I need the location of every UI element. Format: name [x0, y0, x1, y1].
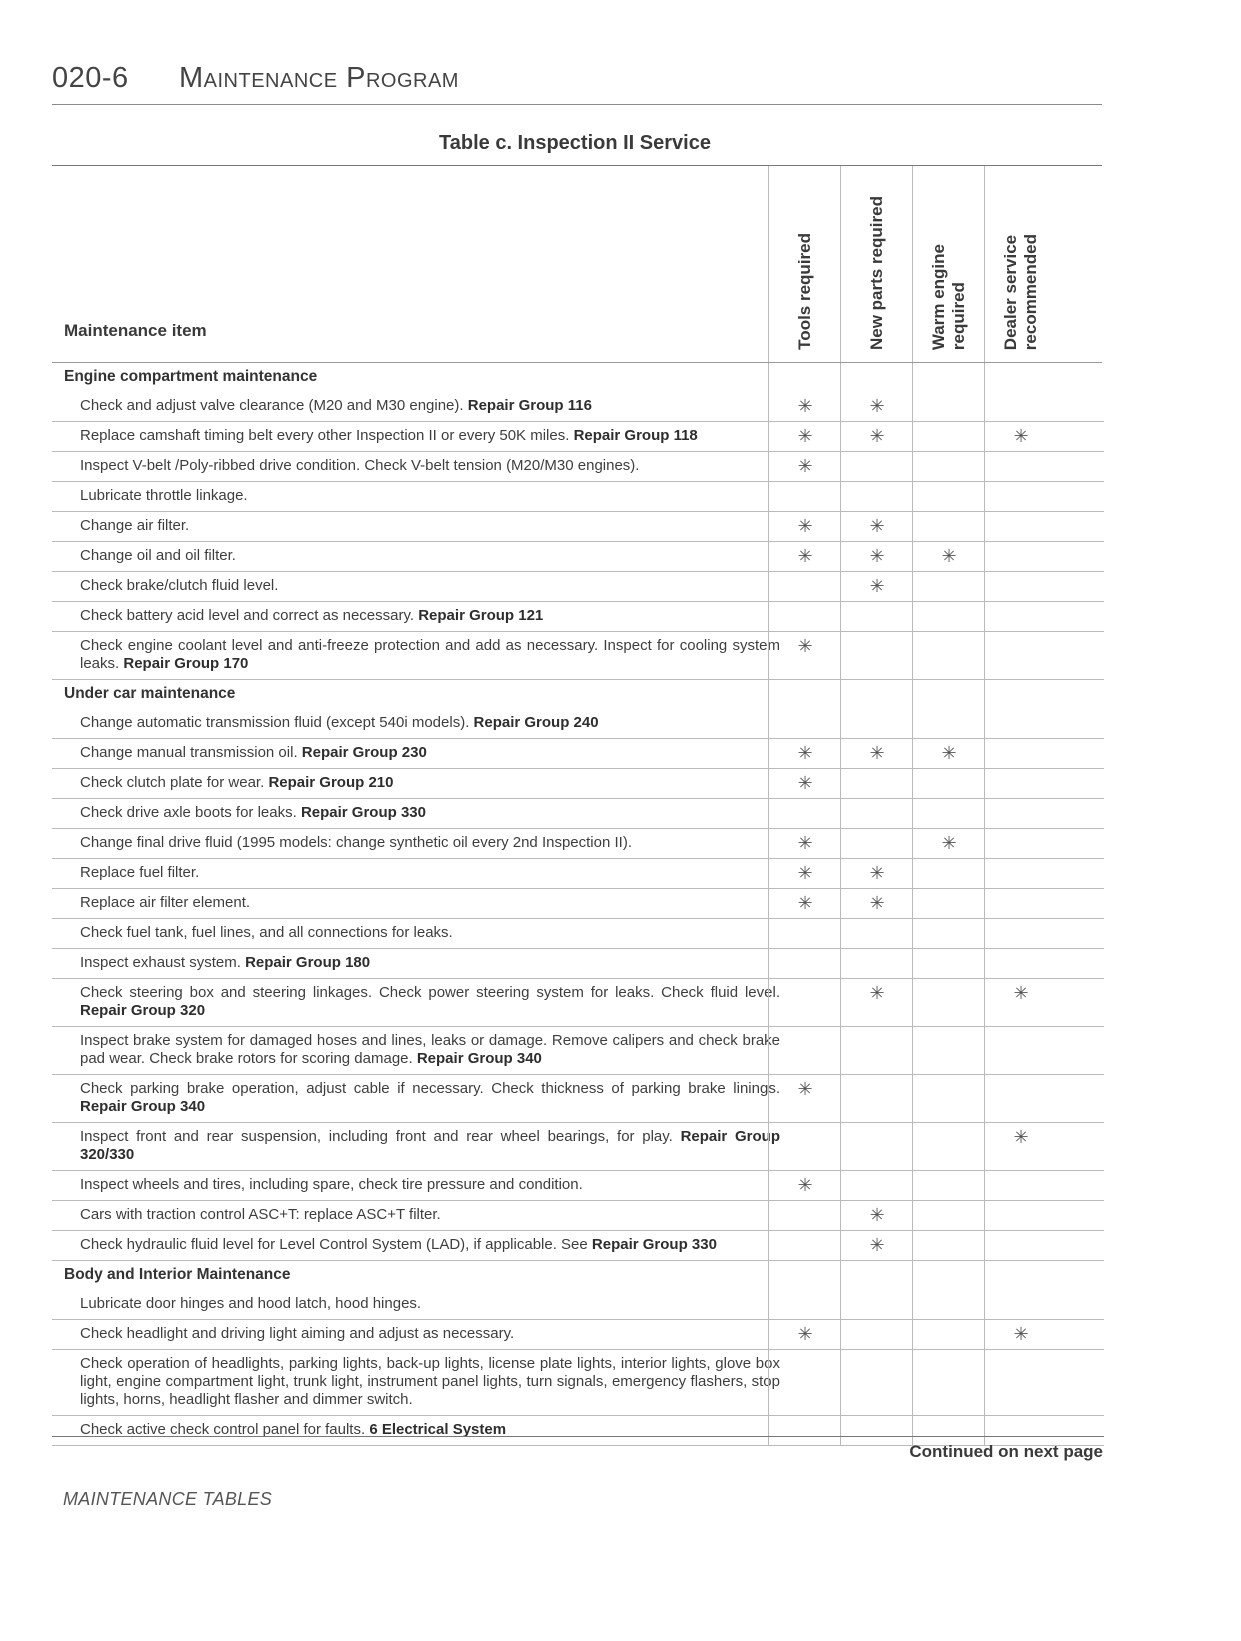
- cell-parts: [840, 1027, 913, 1074]
- cell-warm: [912, 889, 985, 918]
- cell-dealer: [984, 363, 1057, 392]
- continued-note: Continued on next page: [909, 1442, 1103, 1461]
- maintenance-item: [52, 1320, 780, 1349]
- item-text: Body and Interior Maintenance: [64, 1266, 291, 1283]
- item-text: Lubricate throttle linkage.: [80, 487, 248, 504]
- asterisk-mark-icon: ✳: [1013, 426, 1029, 446]
- maintenance-item: [52, 632, 780, 679]
- cell-parts: [840, 452, 913, 481]
- asterisk-mark-icon: ✳: [797, 456, 813, 476]
- cell-dealer: [984, 709, 1057, 738]
- asterisk-mark-icon: ✳: [869, 516, 885, 536]
- cell-dealer: [984, 602, 1057, 631]
- cell-warm: [912, 829, 985, 858]
- maintenance-table: [52, 363, 1104, 1446]
- table-row: [52, 632, 1104, 680]
- table-row: [52, 1075, 1104, 1123]
- maintenance-item: [52, 512, 780, 541]
- cell-tools: [768, 572, 841, 601]
- repair-group-ref: Repair Group 240: [473, 714, 599, 731]
- cell-warm: [912, 572, 985, 601]
- cell-tools: [768, 1290, 841, 1319]
- asterisk-mark-icon: ✳: [1013, 983, 1029, 1003]
- cell-parts: [840, 482, 913, 511]
- cell-warm: [912, 1320, 985, 1349]
- item-text: Check hydraulic fluid level for Level Control System (LAD), if applicable. See: [80, 1236, 592, 1253]
- asterisk-mark-icon: ✳: [797, 1324, 813, 1344]
- maintenance-item: [52, 829, 780, 858]
- cell-dealer: [984, 829, 1057, 858]
- asterisk-mark-icon: ✳: [869, 1205, 885, 1225]
- cell-warm: [912, 1027, 985, 1074]
- cell-dealer: [984, 542, 1057, 571]
- cell-warm: [912, 1290, 985, 1319]
- section-heading: [52, 680, 764, 709]
- column-header-dealer-label: Dealer service recommended: [1001, 233, 1040, 350]
- cell-dealer: [984, 1075, 1057, 1122]
- cell-parts: [840, 422, 913, 451]
- cell-parts: [840, 889, 913, 918]
- cell-parts: [840, 979, 913, 1026]
- table-title: Table c. Inspection II Service: [439, 132, 711, 154]
- item-text: Check steering box and steering linkages. Check power steering system for leaks. Check fluid level.: [80, 984, 780, 1001]
- maintenance-item: [52, 392, 780, 421]
- cell-parts: [840, 1350, 913, 1415]
- cell-warm: [912, 1350, 985, 1415]
- maintenance-item: [52, 1201, 780, 1230]
- cell-dealer: [984, 482, 1057, 511]
- cell-warm: [912, 739, 985, 768]
- maintenance-item: [52, 1350, 780, 1415]
- cell-tools: [768, 979, 841, 1026]
- item-text: Lubricate door hinges and hood latch, hood hinges.: [80, 1295, 422, 1312]
- asterisk-mark-icon: ✳: [869, 863, 885, 883]
- page-header: [52, 60, 1102, 105]
- asterisk-mark-icon: ✳: [869, 1235, 885, 1255]
- cell-tools: [768, 1075, 841, 1122]
- item-text: Check engine coolant level and anti-freeze protection and add as necessary. Inspect for cooling system leaks.: [80, 637, 780, 672]
- cell-warm: [912, 1075, 985, 1122]
- cell-parts: [840, 949, 913, 978]
- table-row: [52, 1027, 1104, 1075]
- asterisk-mark-icon: ✳: [869, 576, 885, 596]
- table-row: [52, 889, 1104, 919]
- item-text: Check drive axle boots for leaks.: [80, 804, 301, 821]
- table-row: [52, 949, 1104, 979]
- cell-warm: [912, 979, 985, 1026]
- item-text: Change oil and oil filter.: [80, 547, 236, 564]
- asterisk-mark-icon: ✳: [1013, 1324, 1029, 1344]
- item-text: Change automatic transmission fluid (except 540i models).: [80, 714, 474, 731]
- cell-parts: [840, 1290, 913, 1319]
- maintenance-item: [52, 452, 780, 481]
- cell-warm: [912, 859, 985, 888]
- item-text: Under car maintenance: [64, 685, 236, 702]
- cell-warm: [912, 542, 985, 571]
- table-row: [52, 482, 1104, 512]
- cell-tools: [768, 452, 841, 481]
- section-heading: [52, 363, 764, 392]
- table-row: [52, 1231, 1104, 1261]
- repair-group-ref: Repair Group 320/330: [80, 1128, 780, 1163]
- cell-parts: [840, 1075, 913, 1122]
- item-text: Check clutch plate for wear.: [80, 774, 269, 791]
- cell-parts: [840, 829, 913, 858]
- cell-dealer: [984, 769, 1057, 798]
- cell-parts: [840, 859, 913, 888]
- item-text: Change manual transmission oil.: [80, 744, 302, 761]
- repair-group-ref: Repair Group 320: [80, 1002, 206, 1019]
- cell-dealer: [984, 452, 1057, 481]
- cell-tools: [768, 769, 841, 798]
- table-row: [52, 392, 1104, 422]
- cell-dealer: [984, 799, 1057, 828]
- asterisk-mark-icon: ✳: [797, 546, 813, 566]
- item-text: Inspect V-belt /Poly-ribbed drive condition. Check V-belt tension (M20/M30 engines).: [80, 457, 640, 474]
- cell-tools: [768, 949, 841, 978]
- item-text: Check headlight and driving light aiming and adjust as necessary.: [80, 1325, 515, 1342]
- cell-tools: [768, 632, 841, 679]
- cell-dealer: [984, 1290, 1057, 1319]
- table-bottom-rule: [52, 1436, 1104, 1437]
- asterisk-mark-icon: ✳: [797, 516, 813, 536]
- item-text: Replace fuel filter.: [80, 864, 200, 881]
- repair-group-ref: Repair Group 340: [80, 1098, 206, 1115]
- cell-tools: [768, 1027, 841, 1074]
- maintenance-item: [52, 1290, 780, 1319]
- maintenance-item: [52, 979, 780, 1026]
- cell-tools: [768, 1416, 841, 1445]
- item-text: Check parking brake operation, adjust cable if necessary. Check thickness of parking brake linings.: [80, 1080, 780, 1097]
- table-row: [52, 1350, 1104, 1416]
- repair-group-ref: Repair Group 230: [301, 744, 427, 761]
- cell-parts: [840, 919, 913, 948]
- cell-tools: [768, 859, 841, 888]
- cell-parts: [840, 709, 913, 738]
- repair-group-ref: Repair Group 170: [123, 655, 249, 672]
- cell-tools: [768, 829, 841, 858]
- maintenance-item: [52, 602, 780, 631]
- maintenance-item: [52, 1027, 780, 1074]
- asterisk-mark-icon: ✳: [1013, 1127, 1029, 1147]
- cell-tools: [768, 1320, 841, 1349]
- cell-dealer: [984, 1261, 1057, 1290]
- cell-dealer: [984, 1416, 1057, 1445]
- cell-parts: [840, 680, 913, 709]
- cell-dealer: [984, 680, 1057, 709]
- cell-warm: [912, 1123, 985, 1170]
- cell-tools: [768, 542, 841, 571]
- cell-warm: [912, 1231, 985, 1260]
- cell-tools: [768, 889, 841, 918]
- cell-parts: [840, 392, 913, 421]
- item-text: Check fuel tank, fuel lines, and all connections for leaks.: [80, 924, 453, 941]
- cell-parts: [840, 542, 913, 571]
- table-row: [52, 1201, 1104, 1231]
- cell-parts: [840, 1261, 913, 1290]
- column-header-dealer: [984, 166, 1057, 362]
- cell-warm: [912, 919, 985, 948]
- item-text: Change air filter.: [80, 517, 190, 534]
- cell-dealer: [984, 1350, 1057, 1415]
- maintenance-item: [52, 769, 780, 798]
- cell-dealer: [984, 949, 1057, 978]
- table-row: [52, 452, 1104, 482]
- table-row: [52, 739, 1104, 769]
- cell-tools: [768, 1261, 841, 1290]
- cell-parts: [840, 1320, 913, 1349]
- repair-group-ref: Repair Group 118: [573, 427, 698, 444]
- column-header-tools: [768, 166, 841, 362]
- asterisk-mark-icon: ✳: [869, 426, 885, 446]
- maintenance-item: [52, 739, 780, 768]
- table-section-row: [52, 1261, 1104, 1290]
- item-text: Inspect wheels and tires, including spare, check tire pressure and condition.: [80, 1176, 583, 1193]
- maintenance-item: [52, 799, 780, 828]
- cell-warm: [912, 769, 985, 798]
- column-header-tools-label: Tools required: [795, 233, 814, 350]
- item-text: Inspect brake system for damaged hoses and lines, leaks or damage. Remove calipers and check brake pad wear. Check brake rotors for scoring damage.: [80, 1032, 780, 1067]
- cell-tools: [768, 512, 841, 541]
- cell-tools: [768, 709, 841, 738]
- cell-warm: [912, 602, 985, 631]
- table-row: [52, 422, 1104, 452]
- asterisk-mark-icon: ✳: [941, 743, 957, 763]
- cell-warm: [912, 1201, 985, 1230]
- footer-section-title: MAINTENANCE TABLES: [63, 1489, 273, 1509]
- cell-parts: [840, 1201, 913, 1230]
- asterisk-mark-icon: ✳: [941, 833, 957, 853]
- maintenance-item: [52, 482, 780, 511]
- repair-group-ref: Repair Group 121: [418, 607, 544, 624]
- asterisk-mark-icon: ✳: [869, 983, 885, 1003]
- cell-warm: [912, 632, 985, 679]
- table-row: [52, 1123, 1104, 1171]
- cell-dealer: [984, 572, 1057, 601]
- asterisk-mark-icon: ✳: [797, 396, 813, 416]
- asterisk-mark-icon: ✳: [797, 1175, 813, 1195]
- maintenance-item: [52, 889, 780, 918]
- table-row: [52, 572, 1104, 602]
- maintenance-item: [52, 1123, 780, 1170]
- maintenance-item: [52, 1416, 780, 1445]
- item-text: Check battery acid level and correct as necessary.: [80, 607, 419, 624]
- table-row: [52, 919, 1104, 949]
- cell-warm: [912, 1171, 985, 1200]
- table-row: [52, 799, 1104, 829]
- item-text: Replace air filter element.: [80, 894, 251, 911]
- cell-warm: [912, 363, 985, 392]
- cell-dealer: [984, 1231, 1057, 1260]
- repair-group-ref: 6 Electrical System: [369, 1421, 507, 1438]
- cell-tools: [768, 1123, 841, 1170]
- asterisk-mark-icon: ✳: [797, 636, 813, 656]
- maintenance-item: [52, 1075, 780, 1122]
- cell-warm: [912, 799, 985, 828]
- cell-dealer: [984, 739, 1057, 768]
- cell-dealer: [984, 1123, 1057, 1170]
- maintenance-item: [52, 949, 780, 978]
- cell-tools: [768, 1201, 841, 1230]
- column-header-warm: [912, 166, 985, 362]
- item-text: Replace camshaft timing belt every other Inspection II or every 50K miles.: [80, 427, 574, 444]
- table-row: [52, 859, 1104, 889]
- cell-warm: [912, 949, 985, 978]
- cell-warm: [912, 452, 985, 481]
- column-header-item: Maintenance item: [64, 321, 207, 340]
- cell-parts: [840, 1416, 913, 1445]
- cell-tools: [768, 739, 841, 768]
- cell-dealer: [984, 1320, 1057, 1349]
- asterisk-mark-icon: ✳: [869, 743, 885, 763]
- asterisk-mark-icon: ✳: [797, 426, 813, 446]
- cell-warm: [912, 392, 985, 421]
- maintenance-item: [52, 1171, 780, 1200]
- cell-dealer: [984, 1027, 1057, 1074]
- cell-dealer: [984, 889, 1057, 918]
- page-heading: Maintenance Program: [179, 62, 459, 94]
- asterisk-mark-icon: ✳: [869, 546, 885, 566]
- repair-group-ref: Repair Group 210: [268, 774, 394, 791]
- repair-group-ref: Repair Group 116: [467, 397, 592, 414]
- cell-parts: [840, 799, 913, 828]
- cell-tools: [768, 919, 841, 948]
- item-text: Check and adjust valve clearance (M20 and M30 engine).: [80, 397, 468, 414]
- asterisk-mark-icon: ✳: [797, 833, 813, 853]
- table-row: [52, 979, 1104, 1027]
- cell-tools: [768, 422, 841, 451]
- asterisk-mark-icon: ✳: [797, 1079, 813, 1099]
- cell-dealer: [984, 512, 1057, 541]
- table-row: [52, 1171, 1104, 1201]
- item-text: Inspect exhaust system.: [80, 954, 246, 971]
- cell-tools: [768, 1350, 841, 1415]
- column-headers: [52, 166, 1102, 362]
- asterisk-mark-icon: ✳: [797, 863, 813, 883]
- item-text: Check active check control panel for faults.: [80, 1421, 370, 1438]
- cell-dealer: [984, 422, 1057, 451]
- cell-parts: [840, 769, 913, 798]
- asterisk-mark-icon: ✳: [797, 773, 813, 793]
- cell-tools: [768, 363, 841, 392]
- item-text: Cars with traction control ASC+T: replace ASC+T filter.: [80, 1206, 441, 1223]
- maintenance-item: [52, 859, 780, 888]
- table-row: [52, 1320, 1104, 1350]
- cell-dealer: [984, 632, 1057, 679]
- cell-parts: [840, 363, 913, 392]
- table-row: [52, 1290, 1104, 1320]
- cell-dealer: [984, 392, 1057, 421]
- cell-parts: [840, 1123, 913, 1170]
- cell-dealer: [984, 1201, 1057, 1230]
- table-section-row: [52, 363, 1104, 392]
- cell-parts: [840, 572, 913, 601]
- cell-parts: [840, 602, 913, 631]
- asterisk-mark-icon: ✳: [941, 546, 957, 566]
- cell-warm: [912, 482, 985, 511]
- maintenance-item: [52, 542, 780, 571]
- asterisk-mark-icon: ✳: [797, 893, 813, 913]
- cell-tools: [768, 602, 841, 631]
- repair-group-ref: Repair Group 340: [416, 1050, 542, 1067]
- asterisk-mark-icon: ✳: [797, 743, 813, 763]
- cell-tools: [768, 1231, 841, 1260]
- cell-parts: [840, 632, 913, 679]
- cell-warm: [912, 1416, 985, 1445]
- table-section-row: [52, 680, 1104, 709]
- maintenance-item: [52, 1231, 780, 1260]
- cell-tools: [768, 1171, 841, 1200]
- cell-tools: [768, 799, 841, 828]
- cell-parts: [840, 512, 913, 541]
- cell-tools: [768, 392, 841, 421]
- cell-dealer: [984, 859, 1057, 888]
- cell-tools: [768, 680, 841, 709]
- cell-warm: [912, 680, 985, 709]
- column-header-parts: [840, 166, 913, 362]
- maintenance-item: [52, 422, 780, 451]
- cell-dealer: [984, 979, 1057, 1026]
- repair-group-ref: Repair Group 330: [591, 1236, 717, 1253]
- maintenance-item: [52, 919, 780, 948]
- table-row: [52, 512, 1104, 542]
- table-row: [52, 709, 1104, 739]
- cell-parts: [840, 1171, 913, 1200]
- column-header-warm-label: Warm engine required: [929, 243, 968, 350]
- cell-warm: [912, 1261, 985, 1290]
- item-text: Check operation of headlights, parking lights, back-up lights, license plate lights, interior lights, glove box light, engine compartment light, trunk light, instrument panel lights, turn signals, emergency flashers, stop lights, horns, headlight flasher and dimmer switch.: [80, 1355, 780, 1408]
- item-text: Inspect front and rear suspension, including front and rear wheel bearings, for play.: [80, 1128, 681, 1145]
- maintenance-item: [52, 572, 780, 601]
- cell-warm: [912, 512, 985, 541]
- item-text: Check brake/clutch fluid level.: [80, 577, 279, 594]
- cell-tools: [768, 482, 841, 511]
- cell-dealer: [984, 919, 1057, 948]
- cell-dealer: [984, 1171, 1057, 1200]
- repair-group-ref: Repair Group 180: [245, 954, 371, 971]
- cell-warm: [912, 709, 985, 738]
- table-row: [52, 542, 1104, 572]
- maintenance-item: [52, 709, 780, 738]
- table-row: [52, 769, 1104, 799]
- repair-group-ref: Repair Group 330: [300, 804, 426, 821]
- item-text: Engine compartment maintenance: [64, 368, 318, 385]
- section-heading: [52, 1261, 764, 1290]
- table-row: [52, 602, 1104, 632]
- cell-parts: [840, 1231, 913, 1260]
- item-text: Change final drive fluid (1995 models: change synthetic oil every 2nd Inspection II).: [80, 834, 632, 851]
- cell-parts: [840, 739, 913, 768]
- asterisk-mark-icon: ✳: [869, 893, 885, 913]
- asterisk-mark-icon: ✳: [869, 396, 885, 416]
- table-row: [52, 829, 1104, 859]
- cell-warm: [912, 422, 985, 451]
- page-number: 020-6: [52, 62, 129, 94]
- column-header-parts-label: New parts required: [867, 196, 886, 350]
